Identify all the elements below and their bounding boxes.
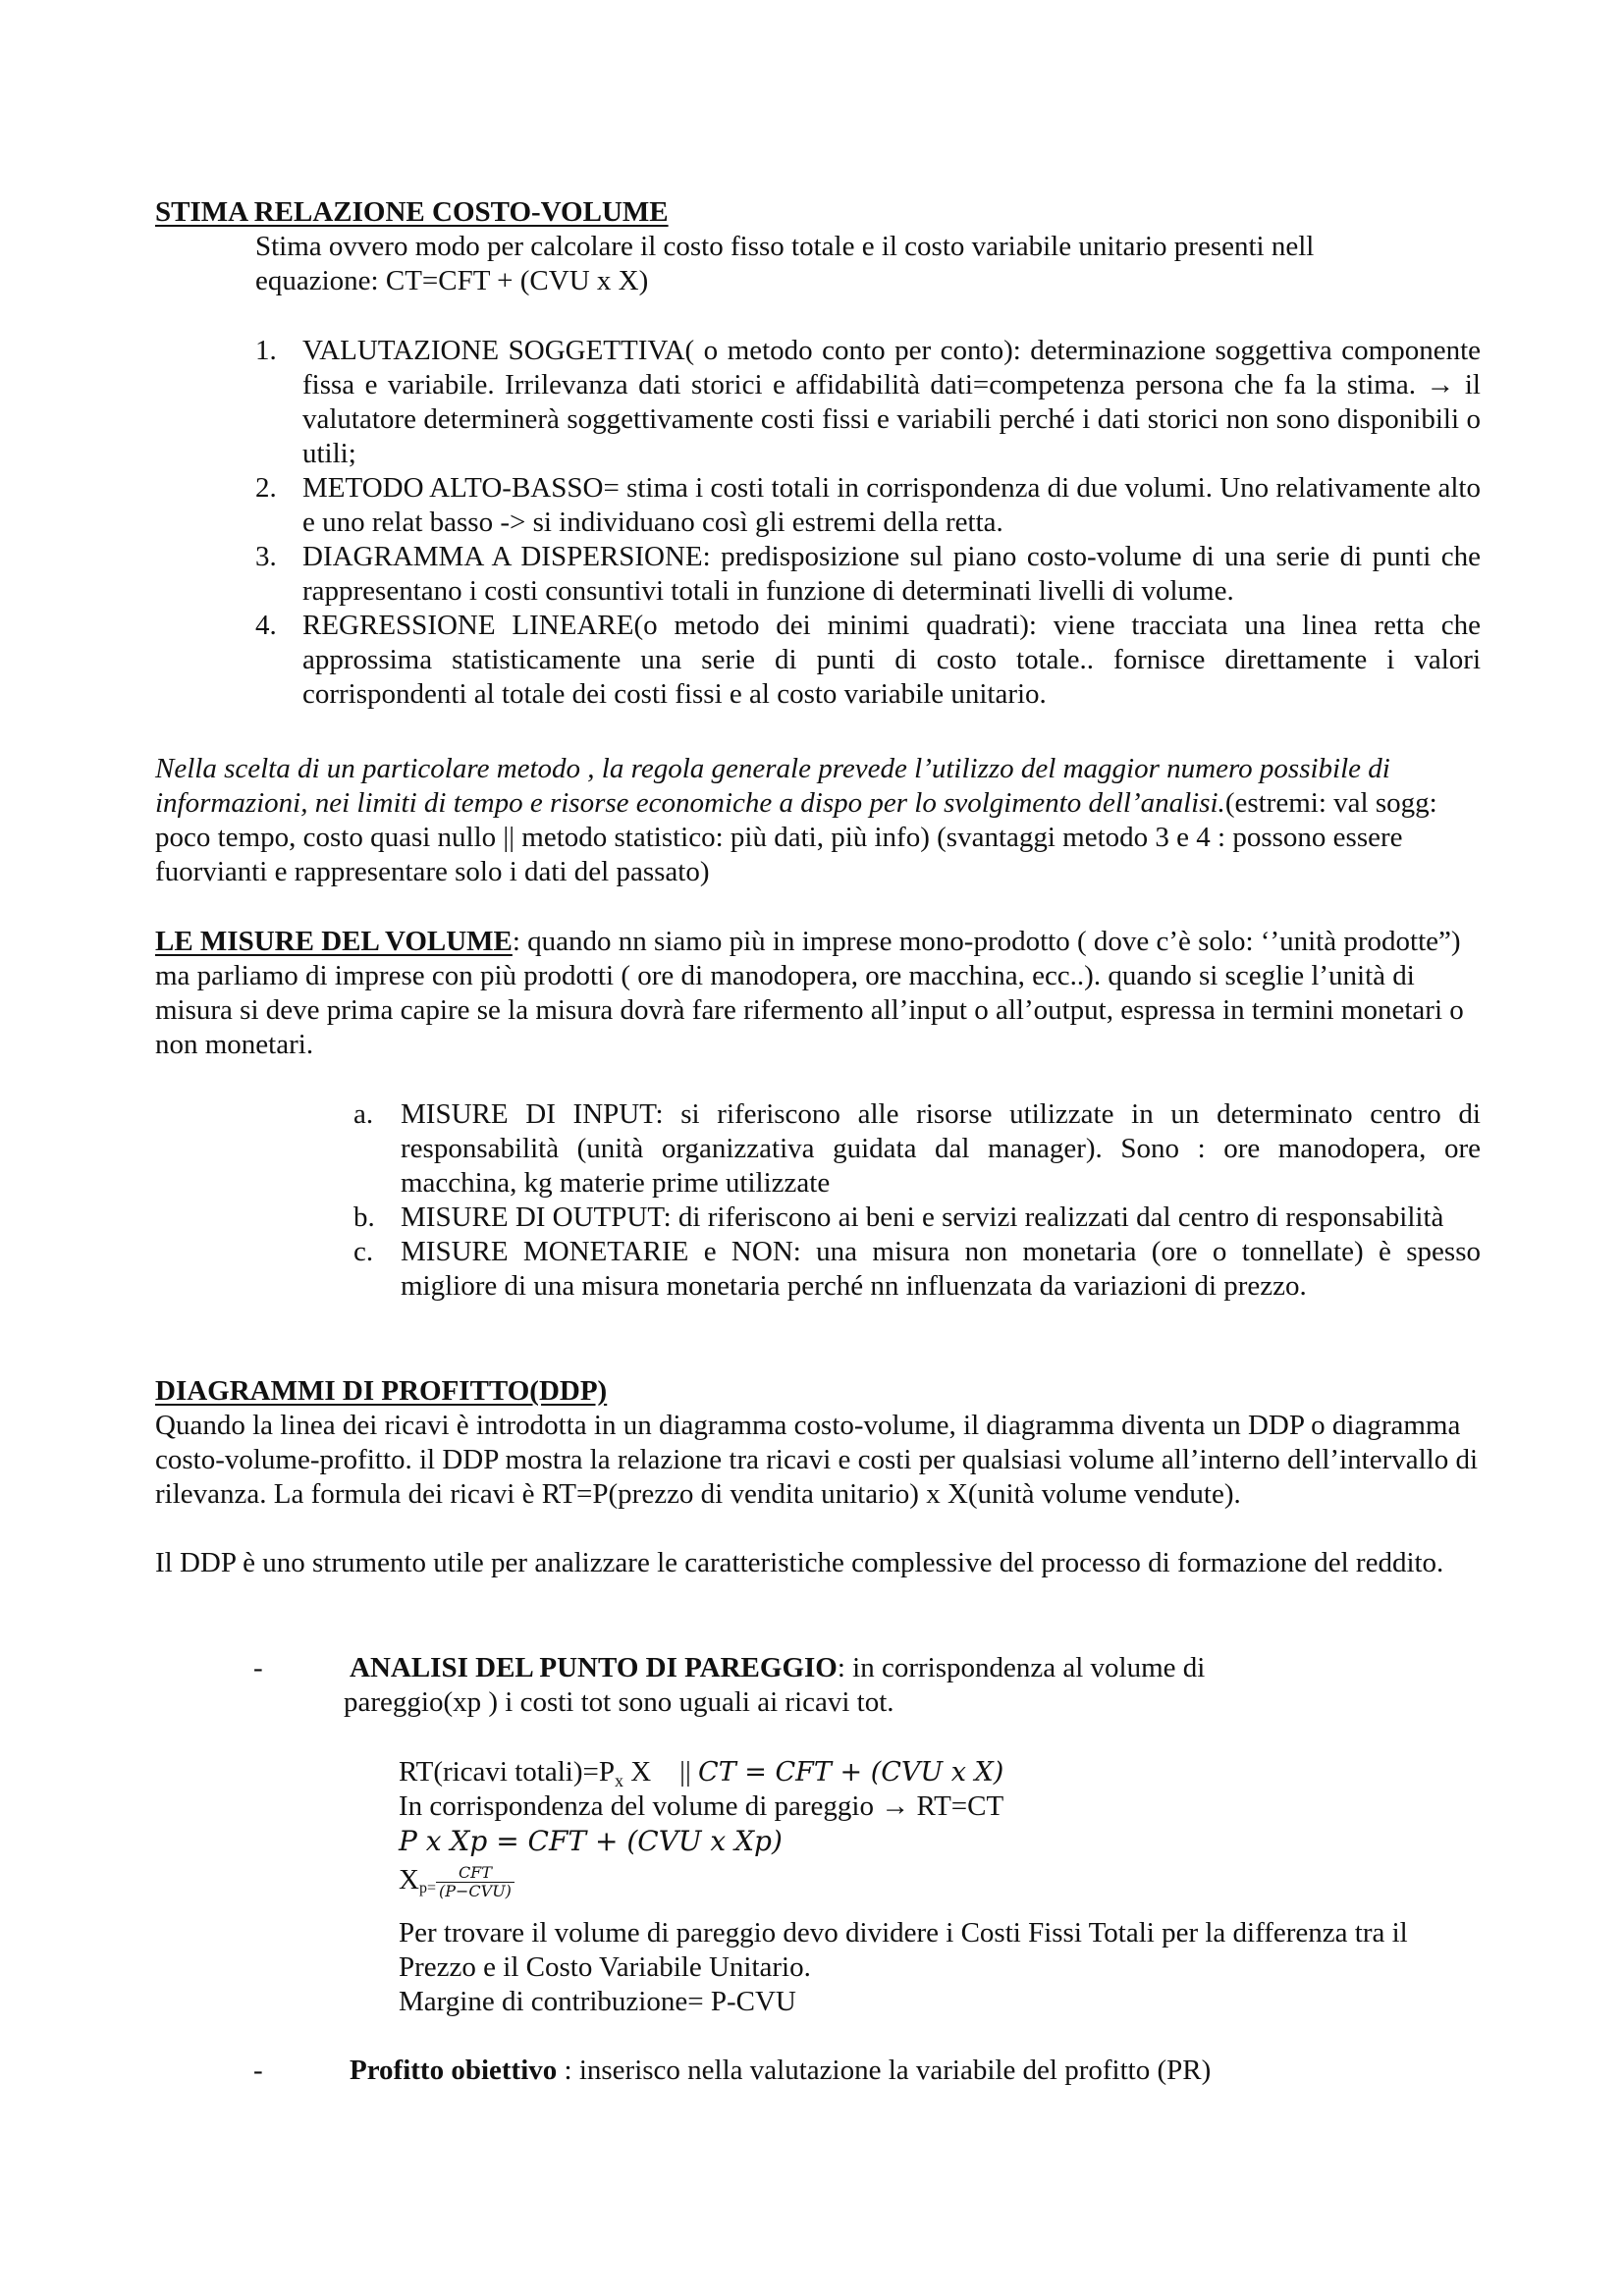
bullet-dash: -: [253, 2055, 263, 2086]
note-normal: (estremi: val sogg: poco tempo, costo quasi nullo || metodo statistico: più dati, più info) (svantaggi metodo 3 e 4 : possono essere fuorvianti e rappresentare solo i dati del passato): [155, 787, 1437, 887]
list-item: 1. VALUTAZIONE SOGGETTIVA( o metodo conto per conto): determinazione soggettiva componente fissa e variabile. Irrilevanza dati storici e affidabilità dati=competenza persona che fa la stima. → il valutatore determinerà soggettivamente costi fissi e variabili perché i dati storici non sono disponibili o utili;: [255, 335, 1481, 469]
list-item: 3. DIAGRAMMA A DISPERSIONE: predisposizione sul piano costo-volume di una serie di punti che rappresentano i costi consuntivi totali in funzione di determinati livelli di volume.: [255, 541, 1481, 607]
list-item: 4. REGRESSIONE LINEARE(o metodo dei minimi quadrati): viene tracciata una linea retta che approssima statisticamente una serie di punti di costo totale.. fornisce direttamente i valori corrispondenti al totale dei costi fissi e al costo variabile unitario.: [255, 610, 1481, 710]
target-profit-line: Profitto obiettivo : inserisco nella valutazione la variabile del profitto (PR): [350, 2055, 1212, 2086]
list-item: 2. METODO ALTO-BASSO= stima i costi totali in corrispondenza di due volumi. Uno relativamente alto e uno relat basso -> si individuano così gli estremi della retta.: [255, 472, 1481, 538]
contribution-margin: Margine di contribuzione= P-CVU: [399, 1986, 796, 2017]
section-heading-ddp: DIAGRAMMI DI PROFITTO(DDP): [155, 1375, 608, 1407]
target-profit-title: Profitto obiettivo: [350, 2055, 558, 2086]
list-item: b. MISURE DI OUTPUT: di riferiscono ai beni e servizi realizzati dal centro di responsabilità: [353, 1201, 1444, 1233]
volume-measures-paragraph: [155, 925, 1483, 1062]
formula-breakeven-fraction: $X_{p=}$ $\frac{\text{CFT}}{\text{(P−CVU)}}$: [399, 1863, 988, 1905]
method-list: [255, 334, 1481, 712]
list-item: a. MISURE DI INPUT: si riferiscono alle risorse utilizzate in un determinato centro di responsabilità (unità organizzativa guidata dal manager). Sono : ore manodopera, ore macchina, kg materie prime utilizzate: [353, 1098, 1481, 1199]
formula-line-3: P x Xp = CFT + (CVU x Xp): [399, 1825, 783, 1857]
section-heading-misure: LE MISURE DEL VOLUME: [155, 926, 513, 957]
measures-list: [353, 1097, 1481, 1304]
section-heading-stima: STIMA RELAZIONE COSTO-VOLUME: [155, 196, 669, 228]
formula-line-2: In corrispondenza del volume di pareggio → RT=CT: [399, 1790, 1004, 1822]
fraction: $\frac{\text{CFT}}{\text{(P−CVU)}}$: [436, 1864, 514, 1900]
intro-line-2: equazione: CT=CFT + (CVU x X): [255, 265, 649, 296]
note-italic: Nella scelta di un particolare metodo , la regola generale prevede l’utilizzo del maggior numero possibile di informazioni, nei limiti di tempo e risorse economiche a dispo per lo svolgimento dell’analisi.: [155, 753, 1390, 819]
formula-explanation: Per trovare il volume di pareggio devo dividere i Costi Fissi Totali per la differenza tra il Prezzo e il Costo Variabile Unitario.: [399, 1917, 1408, 1983]
method-note: [155, 752, 1483, 889]
breakeven-line-1: ANALISI DEL PUNTO DI PAREGGIO: in corrispondenza al volume di: [350, 1652, 1206, 1683]
ddp-paragraph-2: Il DDP è uno strumento utile per analizzare le caratteristiche complessive del processo di formazione del reddito.: [155, 1547, 1444, 1578]
breakeven-line-2: pareggio(xp ) i costi tot sono uguali ai ricavi tot.: [344, 1686, 894, 1718]
ddp-paragraph-1: Quando la linea dei ricavi è introdotta in un diagramma costo-volume, il diagramma diventa un DDP o diagramma costo-volume-profitto. il DDP mostra la relazione tra ricavi e costi per qualsiasi volume all’interno dell’intervallo di rilevanza. La formula dei ricavi è RT=P(prezzo di vendita unitario) x X(unità volume vendute).: [155, 1410, 1479, 1510]
intro-line-1: Stima ovvero modo per calcolare il costo fisso totale e il costo variabile unitario presenti nell: [255, 231, 1315, 262]
breakeven-title: ANALISI DEL PUNTO DI PAREGGIO: [350, 1652, 838, 1683]
list-item: c. MISURE MONETARIE e NON: una misura non monetaria (ore o tonnellate) è spesso migliore di una misura monetaria perché nn influenzata da variazioni di prezzo.: [353, 1236, 1481, 1302]
bullet-dash: -: [253, 1652, 263, 1683]
volume-measures-text: : quando nn siamo più in imprese mono-prodotto ( dove c’è solo: ‘’unità prodotte”) ma parliamo di imprese con più prodotti ( ore di manodopera, ore macchina, ecc..). quando si sceglie l’unità di misura si deve prima capire se la misura dovrà fare rifermento all’input o all’output, espressa in termini monetari o non monetari.: [155, 926, 1464, 1060]
formula-line-1: RT(ricavi $totali)=P_x$ X || CT = CFT + (CVU x X): [399, 1756, 1004, 1790]
